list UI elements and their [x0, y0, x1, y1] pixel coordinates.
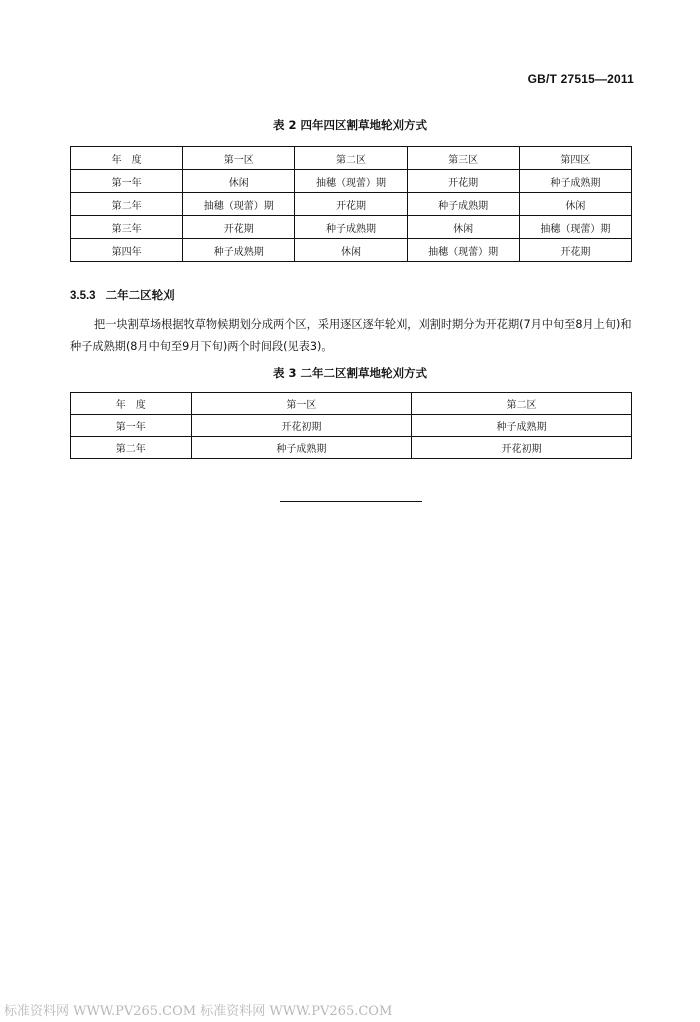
table-cell: 第一年 [71, 170, 183, 193]
table-cell: 第二年 [71, 193, 183, 216]
end-rule [280, 501, 422, 502]
table-cell: 第二区 [295, 147, 407, 170]
table-cell: 第三年 [71, 216, 183, 239]
table-cell: 休闲 [407, 216, 519, 239]
table-cell: 第一区 [183, 147, 295, 170]
table-cell: 种子成熟期 [519, 170, 631, 193]
table-row [71, 193, 632, 216]
table-cell: 开花期 [295, 193, 407, 216]
table-cell: 抽穗（现蕾）期 [183, 193, 295, 216]
table-cell: 第四区 [519, 147, 631, 170]
table-row [71, 216, 632, 239]
table-cell: 种子成熟期 [183, 239, 295, 262]
table-row [71, 437, 632, 459]
table-cell: 种子成熟期 [412, 415, 632, 437]
table-cell: 第一年 [71, 415, 192, 437]
table-row [71, 393, 632, 415]
table-row [71, 239, 632, 262]
table-cell: 抽穗（现蕾）期 [295, 170, 407, 193]
table2-four-year-rotation [70, 146, 632, 262]
table3-two-year-rotation [70, 392, 632, 459]
section-number: 3.5.3 [70, 290, 96, 302]
standard-number: GB/T 27515—2011 [527, 72, 634, 86]
table-cell: 年 度 [71, 393, 192, 415]
table-cell: 休闲 [519, 193, 631, 216]
table-cell: 第四年 [71, 239, 183, 262]
table-cell: 第三区 [407, 147, 519, 170]
table-cell: 开花期 [519, 239, 631, 262]
table-cell: 第二区 [412, 393, 632, 415]
table-cell: 休闲 [183, 170, 295, 193]
table-cell: 抽穗（现蕾）期 [519, 216, 631, 239]
table-row [71, 415, 632, 437]
table-cell: 第一区 [191, 393, 411, 415]
table-cell: 年 度 [71, 147, 183, 170]
table-cell: 开花初期 [412, 437, 632, 459]
section-paragraph: 把一块割草场根据牧草物候期划分成两个区，采用逐区逐年轮刈，刈割时期分为开花期(7月中旬至8月上旬)和种子成熟期(8月中旬至9月下旬)两个时间段(见表3)。 [70, 318, 632, 353]
table-cell: 开花期 [183, 216, 295, 239]
table3-caption: 表 3 二年二区割草地轮刈方式 [272, 366, 427, 380]
table-cell: 第二年 [71, 437, 192, 459]
section-heading [70, 287, 175, 303]
table-cell: 抽穗（现蕾）期 [407, 239, 519, 262]
table-cell: 种子成熟期 [407, 193, 519, 216]
table-cell: 开花初期 [191, 415, 411, 437]
table-cell: 种子成熟期 [295, 216, 407, 239]
table-cell: 休闲 [295, 239, 407, 262]
footer-watermark: 标准资料网 WWW.PV265.COM 标准资料网 WWW.PV265.COM [4, 1004, 393, 1019]
section-title: 二年二区轮刈 [105, 288, 175, 302]
table-row [71, 147, 632, 170]
table-cell: 开花期 [407, 170, 519, 193]
table2-caption: 表 2 四年四区割草地轮刈方式 [272, 118, 427, 132]
table-cell: 种子成熟期 [191, 437, 411, 459]
table-row [71, 170, 632, 193]
